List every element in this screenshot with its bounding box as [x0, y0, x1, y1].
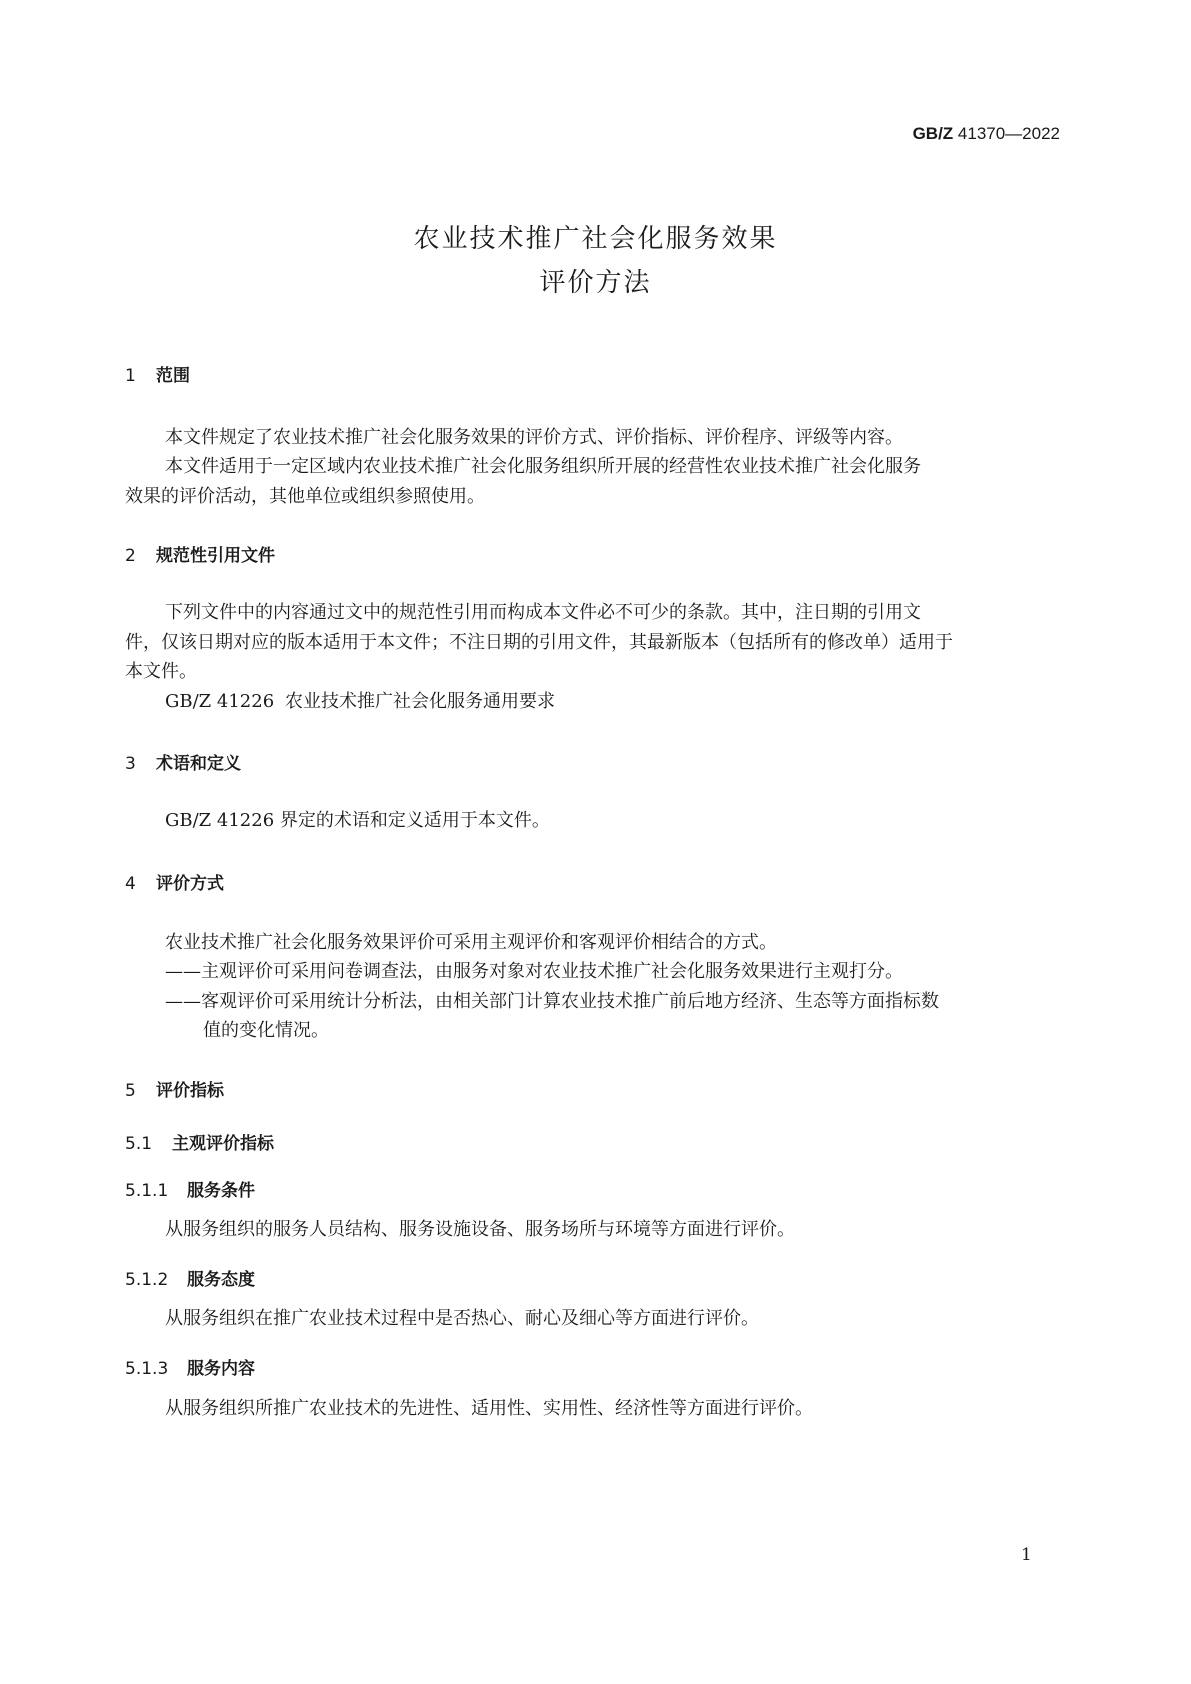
- section-number: 5.1.1: [125, 1181, 169, 1201]
- section-title: 服务态度: [187, 1270, 255, 1290]
- section-title: 服务条件: [187, 1181, 255, 1201]
- section-number: 2: [125, 546, 136, 566]
- section-1-paragraph-1: 本文件规定了农业技术推广社会化服务效果的评价方式、评价指标、评价程序、评级等内容。: [165, 427, 903, 448]
- section-number: 5.1.2: [125, 1270, 169, 1290]
- section-title: 服务内容: [187, 1359, 255, 1379]
- section-4-paragraph: 农业技术推广社会化服务效果评价可采用主观评价和客观评价相结合的方式。: [165, 932, 777, 953]
- section-1-heading: [125, 361, 190, 386]
- section-3-heading: [125, 749, 241, 774]
- reference-title: 农业技术推广社会化服务通用要求: [285, 691, 555, 712]
- section-4-heading: [125, 869, 224, 894]
- normative-reference: [165, 687, 555, 713]
- section-2-paragraph-line-2: 件，仅该日期对应的版本适用于本文件；不注日期的引用文件，其最新版本（包括所有的修改单）适用于: [125, 632, 953, 653]
- section-1-paragraph-2-line-2: 效果的评价活动，其他单位或组织参照使用。: [125, 486, 485, 507]
- section-2-paragraph-line-1: 下列文件中的内容通过文中的规范性引用而构成本文件必不可少的条款。其中，注日期的引用文: [165, 602, 921, 623]
- section-5-1-3-paragraph: 从服务组织所推广农业技术的先进性、适用性、实用性、经济性等方面进行评价。: [165, 1398, 813, 1419]
- standard-number: 41370—2022: [957, 124, 1060, 143]
- section-number: 5.1: [125, 1134, 153, 1154]
- section-5-1-2-paragraph: 从服务组织在推广农业技术过程中是否热心、耐心及细心等方面进行评价。: [165, 1308, 759, 1329]
- section-number: 3: [125, 754, 136, 774]
- section-5-heading: [125, 1076, 224, 1101]
- section-number: 5.1.3: [125, 1359, 169, 1379]
- section-4-list-item-1: ——主观评价可采用问卷调查法，由服务对象对农业技术推广社会化服务效果进行主观打分。: [165, 961, 903, 982]
- section-title: 术语和定义: [156, 754, 241, 774]
- document-title-line2: 评价方法: [539, 268, 652, 298]
- section-5-1-heading: [125, 1129, 274, 1154]
- page-number: 1: [1021, 1545, 1032, 1565]
- document-title-line1: 农业技术推广社会化服务效果: [413, 224, 778, 254]
- section-number: 1: [125, 366, 136, 386]
- section-title: 范围: [156, 366, 190, 386]
- standard-code: [0, 124, 1060, 144]
- reference-code: GB/Z 41226: [165, 691, 275, 712]
- section-1-paragraph-2-line-1: 本文件适用于一定区域内农业技术推广社会化服务组织所开展的经营性农业技术推广社会化服务: [165, 456, 921, 477]
- section-5-1-1-heading: [125, 1176, 255, 1201]
- section-number: 4: [125, 874, 136, 894]
- section-5-1-3-heading: [125, 1354, 255, 1379]
- section-4-list-item-2-line-1: ——客观评价可采用统计分析法，由相关部门计算农业技术推广前后地方经济、生态等方面指标数: [165, 991, 939, 1012]
- standard-prefix: GB/Z: [912, 124, 954, 143]
- section-title: 主观评价指标: [172, 1134, 274, 1154]
- section-5-1-2-heading: [125, 1265, 255, 1290]
- section-title: 规范性引用文件: [156, 546, 275, 566]
- section-5-1-1-paragraph: 从服务组织的服务人员结构、服务设施设备、服务场所与环境等方面进行评价。: [165, 1219, 795, 1240]
- section-title: 评价指标: [156, 1081, 224, 1101]
- section-number: 5: [125, 1081, 136, 1101]
- section-2-paragraph-line-3: 本文件。: [125, 661, 197, 682]
- section-2-heading: [125, 541, 275, 566]
- section-4-list-item-2-line-2: 值的变化情况。: [203, 1020, 329, 1041]
- section-3-paragraph: GB/Z 41226 界定的术语和定义适用于本文件。: [165, 810, 550, 831]
- section-title: 评价方式: [156, 874, 224, 894]
